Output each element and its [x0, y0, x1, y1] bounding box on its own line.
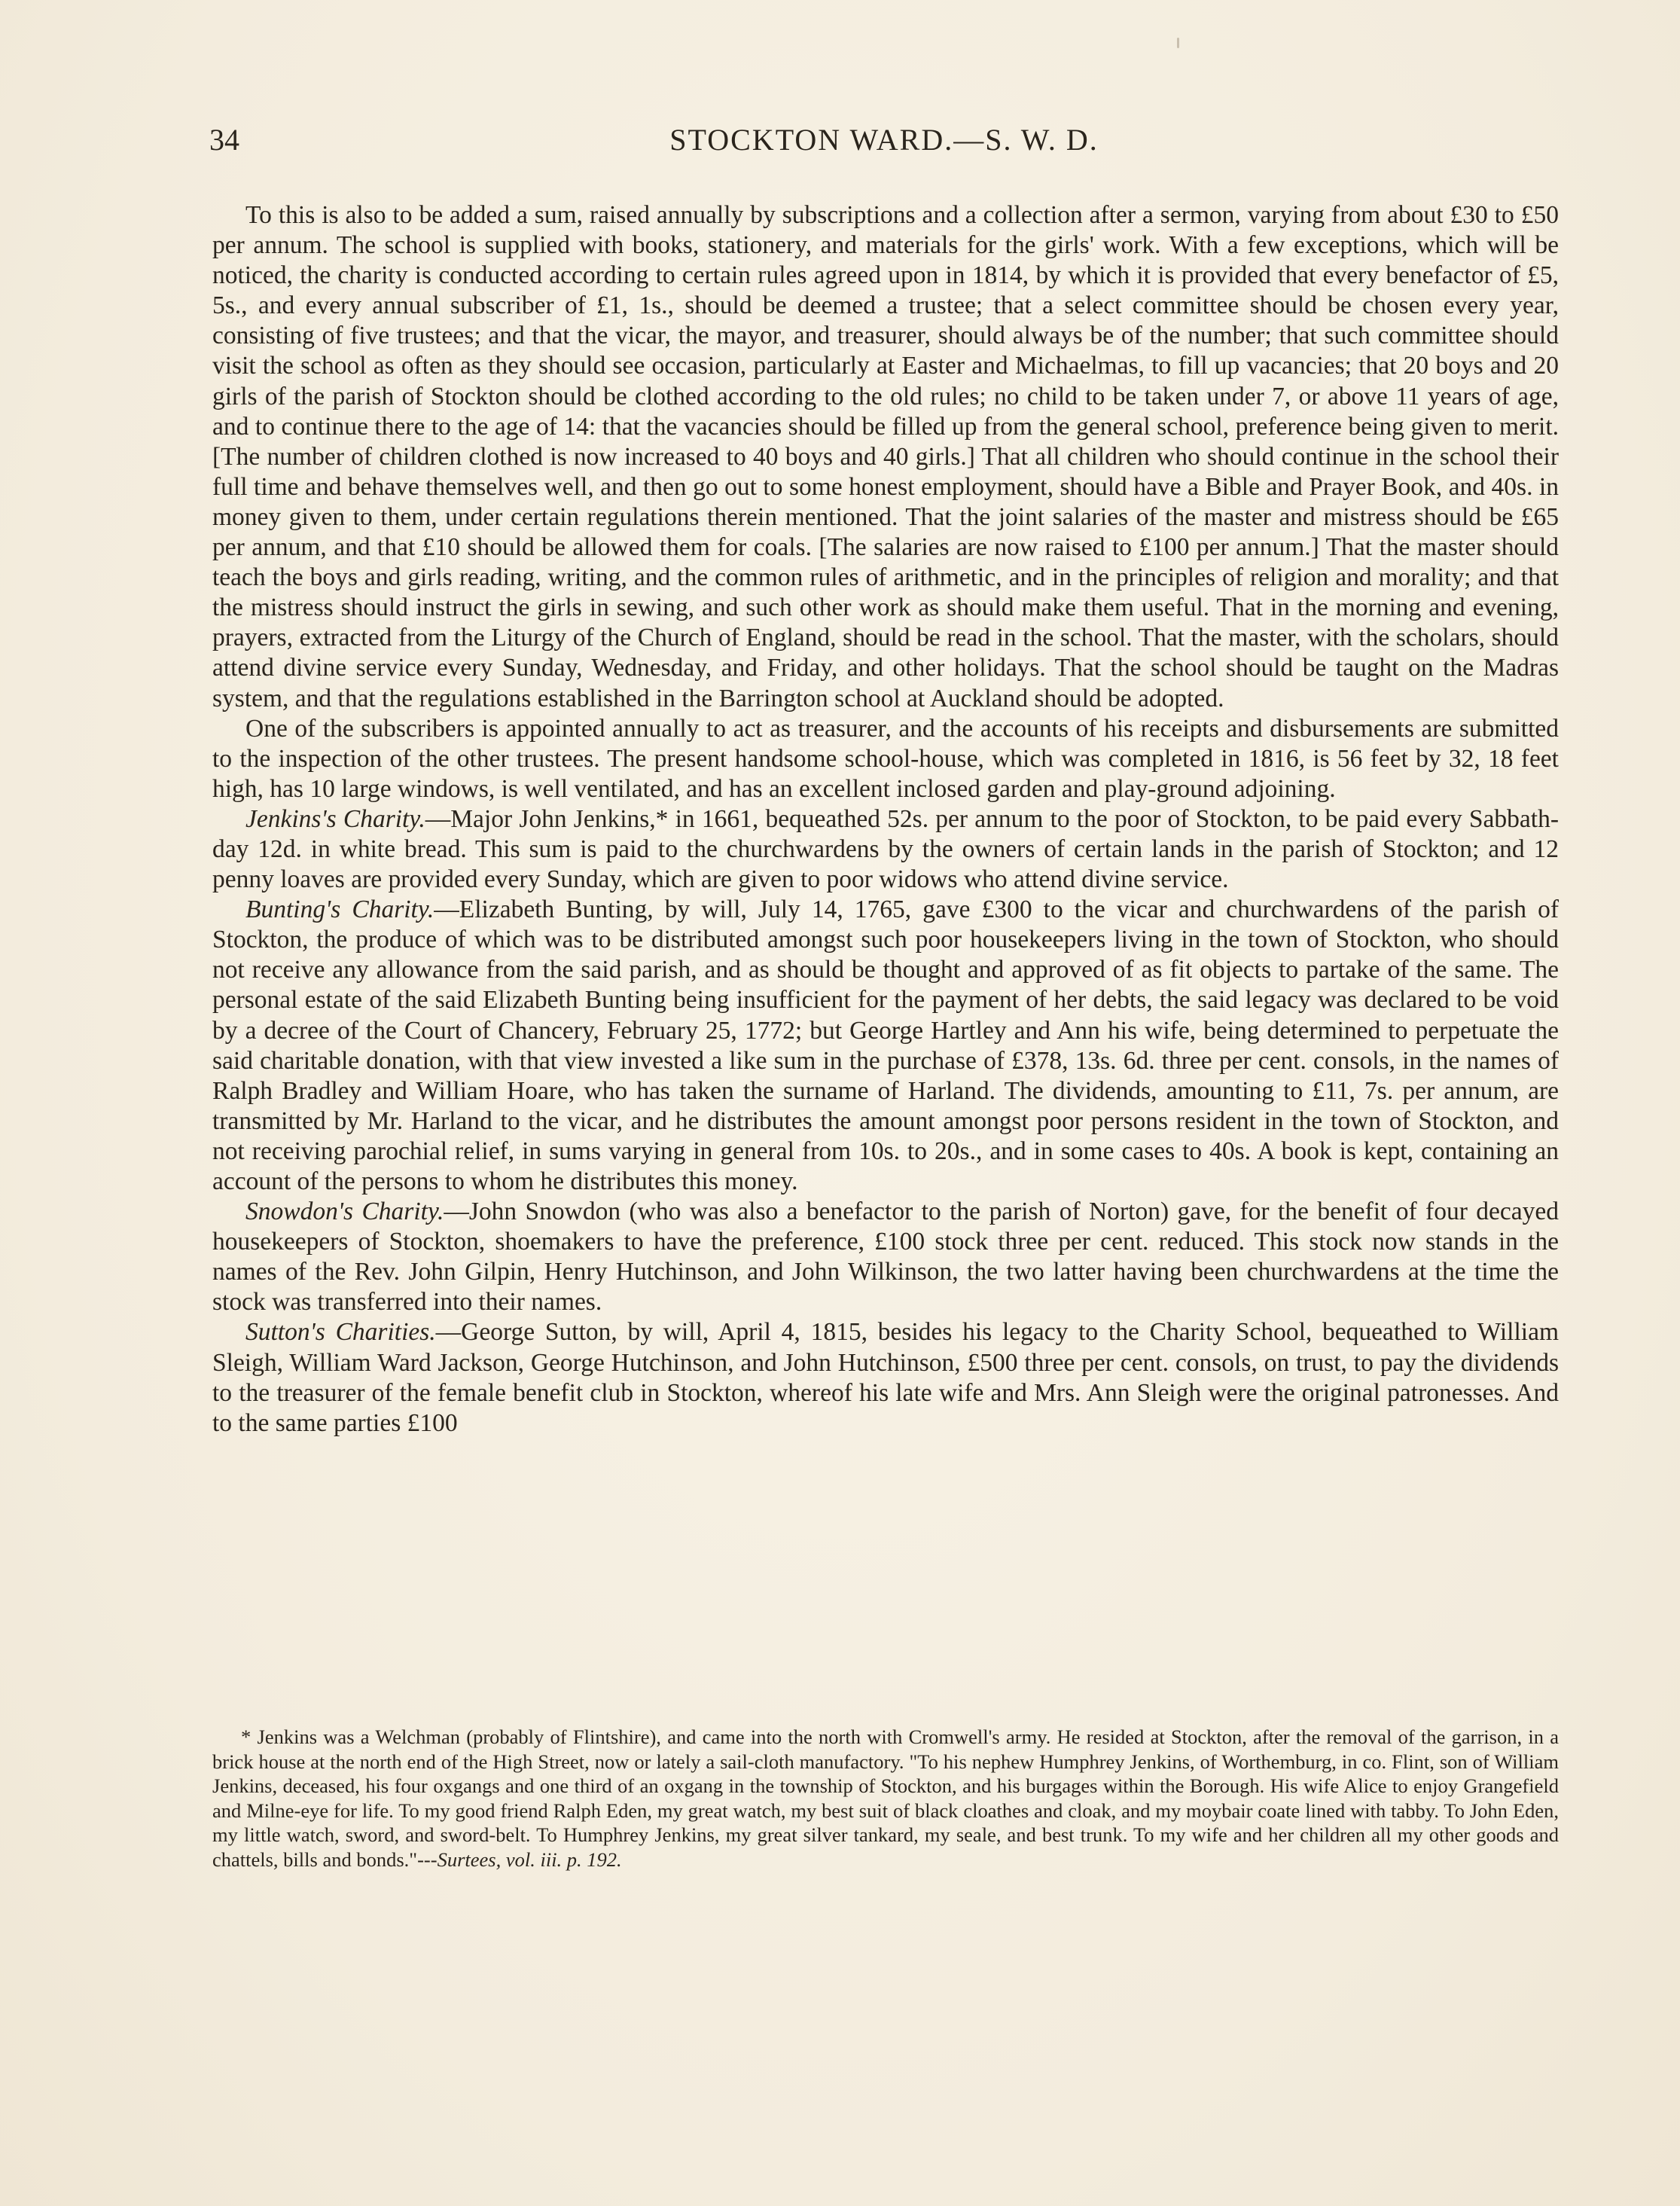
- paragraph-sutton-charities: [212, 1317, 1559, 1438]
- paragraph-text: —Elizabeth Bunting, by will, July 14, 1765, gave £300 to the vicar and churchwardens of the parish of Stockton, the produce of which was to be distributed amongst such poor housekeepers living in the town of Stockton, who should not receive any allowance from the said parish, and as should be thought and approved of as fit objects to partake of the same. The personal estate of the said Elizabeth Bunting being insufficient for the payment of her debts, the said legacy was declared to be void by a decree of the Court of Chancery, February 25, 1772; but George Hartley and Ann his wife, being determined to perpetuate the said charitable donation, with that view invested a like sum in the purchase of £378, 13s. 6d. three per cent. consols, in the names of Ralph Bradley and William Hoare, who has taken the surname of Harland. The dividends, amounting to £11, 7s. per annum, are transmitted by Mr. Harland to the vicar, and he distributes the amount amongst poor persons resident in the town of Stockton, and not receiving parochial relief, in sums varying in general from 10s. to 20s., and in some cases to 40s. A book is kept, containing an account of the persons to whom he distributes this money.: [212, 896, 1560, 1195]
- paragraph-text: To this is also to be added a sum, raised annually by subscriptions and a collection after a sermon, varying from about £30 to £50 per annum. The school is supplied with books, stationery, and materials for the girls' work. With a few exceptions, which will be noticed, the charity is conducted according to certain rules agreed upon in 1814, by which it is provided that every benefactor of £5, 5s., and every annual subscriber of £1, 1s., should be deemed a trustee; that a select committee should be chosen every year, consisting of five trustees; and that the vicar, the mayor, and treasurer, should always be of the number; that such committee should visit the school as often as they should see occasion, particularly at Easter and Michaelmas, to fill up vacancies; that 20 boys and 20 girls of the parish of Stockton should be clothed according to the old rules; no child to be taken under 7, or above 11 years of age, and to continue there to the age of 14: that the vacancies should be filled up from the general school, preference being given to merit. [The number of children clothed is now increased to 40 boys and 40 girls.] That all children who should continue in the school their full time and behave themselves well, and then go out to some honest employment, should have a Bible and Prayer Book, and 40s. in money given to them, under certain regulations therein mentioned. That the joint salaries of the master and mistress should be £65 per annum, and that £10 should be allowed them for coals. [The salaries are now raised to £100 per annum.] That the master should teach the boys and girls reading, writing, and the common rules of arithmetic, and in the principles of religion and morality; and that the mistress should instruct the girls in sewing, and such other work as should make them useful. That in the morning and evening, prayers, extracted from the Liturgy of the Church of England, should be read in the school. That the master, with the scholars, should attend divine service every Sunday, Wednesday, and Friday, and other holidays. That the school should be taught on the Madras system, and that the regulations established in the Barrington school at Auckland should be adopted.: [212, 201, 1559, 712]
- paragraph-text: One of the subscribers is appointed annually to act as treasurer, and the accounts of his receipts and disbursements are submitted to the inspection of the other trustees. The present handsome school-house, which was completed in 1816, is 56 feet by 32, 18 feet high, has 10 large windows, is well ventilated, and has an excellent inclosed garden and play-ground adjoining.: [212, 714, 1559, 803]
- paragraph-treasurer: [212, 714, 1559, 804]
- paragraph-text: —John Snowdon (who was also a benefactor to the parish of Norton) gave, for the benefit of four decayed housekeepers of Stockton, shoemakers to have the preference, £100 stock three per cent. reduced. This stock now stands in the names of the Rev. John Gilpin, Henry Hutchinson, and John Wilkinson, the two latter having been churchwardens at the time the stock was transferred into their names.: [212, 1198, 1559, 1317]
- charity-title: Sutton's Charities.: [245, 1318, 436, 1347]
- footnote-citation: Surtees, vol. iii. p. 192.: [437, 1847, 622, 1871]
- charity-title: Bunting's Charity.: [245, 896, 434, 924]
- charity-title: Snowdon's Charity.: [245, 1198, 444, 1226]
- footnote-jenkins: [212, 1725, 1559, 1872]
- paragraph-text: —Major John Jenkins,* in 1661, bequeathed 52s. per annum to the poor of Stockton, to be paid every Sabbath-day 12d. in white bread. This sum is paid to the churchwardens by the owners of certain lands in the parish of Stockton; and 12 penny loaves are provided every Sunday, which are given to poor widows who attend divine service.: [212, 804, 1559, 894]
- paragraph-school-rules: [212, 200, 1559, 714]
- paper-speck: [1177, 38, 1179, 48]
- page-number: 34: [209, 123, 239, 157]
- paragraph-jenkins-charity: [212, 804, 1559, 895]
- footnote-text: * Jenkins was a Welchman (probably of Flintshire), and came into the north with Cromwell's army. He resided at Stockton, after the removal of the garrison, in a brick house at the north end of the High Street, now or lately a sail-cloth manufactory. "To his nephew Humphrey Jenkins, of Worthemburg, in co. Flint, son of William Jenkins, deceased, his four oxgangs and one third of an oxgang in the township of Stockton, and his burgages within the Borough. His wife Alice to enjoy Grangefield and Milne-eye for life. To my good friend Ralph Eden, my great watch, my best suit of black cloathes and cloak, and my moybair coate lined with tabby. To John Eden, my little watch, sword, and sword-belt. To Humphrey Jenkins, my great silver tankard, my seale, and best trunk. To my wife and her children all my other goods and chattels, bills and bonds."---: [212, 1725, 1559, 1871]
- page-header: [209, 119, 1559, 164]
- footnotes: [212, 1725, 1559, 1872]
- body-text: [212, 200, 1559, 1439]
- charity-title: Jenkins's Charity.: [245, 804, 425, 833]
- paragraph-snowdon-charity: [212, 1197, 1559, 1317]
- paragraph-text: —George Sutton, by will, April 4, 1815, besides his legacy to the Charity School, bequeathed to William Sleigh, William Ward Jackson, George Hutchinson, and John Hutchinson, £500 three per cent. consols, on trust, to pay the dividends to the treasurer of the female benefit club in Stockton, whereof his late wife and Mrs. Ann Sleigh were the original patronesses. And to the same parties £100: [212, 1318, 1559, 1437]
- paragraph-bunting-charity: [212, 895, 1559, 1197]
- running-head: STOCKTON WARD.—S. W. D.: [669, 123, 1099, 157]
